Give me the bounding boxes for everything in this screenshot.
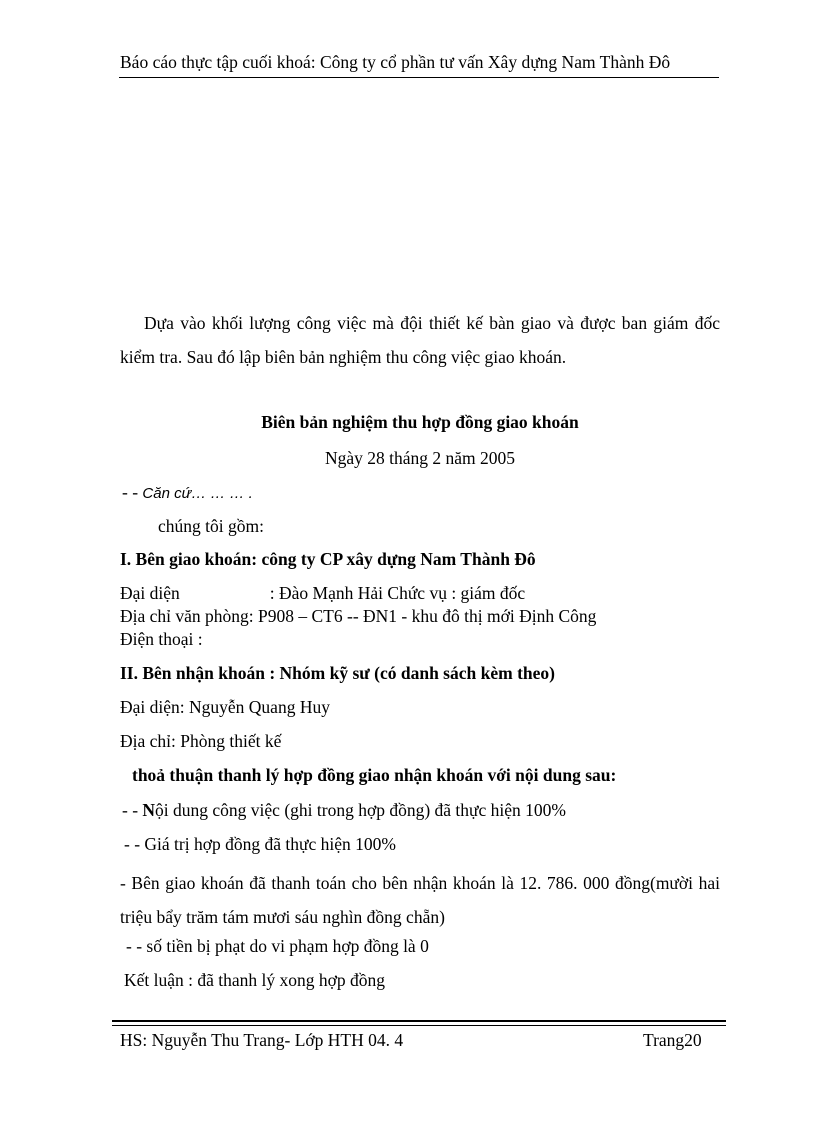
section1-phone: Điện thoại :	[120, 629, 203, 649]
can-cu-text: Căn cứ… … … .	[142, 485, 253, 502]
page-header-title: Báo cáo thực tập cuối khoá: Công ty cổ phần tư vấn Xây dựng Nam Thành Đô	[120, 52, 671, 72]
section1-title: I. Bên giao khoán: công ty CP xây dựng Nam Thành Đô	[120, 549, 536, 569]
item-penalty: - - số tiền bị phạt do vi phạm hợp đồng là 0	[126, 936, 429, 956]
agreement-heading: thoả thuận thanh lý hợp đồng giao nhận khoán với nội dung sau:	[132, 765, 617, 785]
chung-toi-gom: chúng tôi gồm:	[158, 516, 264, 536]
item-payment: - Bên giao khoán đã thanh toán cho bên nhận khoán là 12. 786. 000 đồng(mười hai triệu bẩy trăm tám mươi sáu nghìn đồng chẵn)	[120, 873, 720, 927]
item1-prefix: - -	[122, 800, 143, 820]
item-work-content	[122, 800, 566, 821]
section1-address: Địa chỉ văn phòng: P908 – CT6 -- ĐN1 - khu đô thị mới Định Công	[120, 606, 597, 626]
can-cu-line	[122, 482, 253, 503]
section2-title: II. Bên nhận khoán : Nhóm kỹ sư (có danh sách kèm theo)	[120, 663, 555, 683]
header-rule	[119, 77, 719, 78]
item1-rest: ội dung công việc (ghi trong hợp đồng) đã thực hiện 100%	[155, 800, 566, 820]
conclusion: Kết luận : đã thanh lý xong hợp đồng	[124, 970, 386, 990]
intro-paragraph: Dựa vào khối lượng công việc mà đội thiết kế bàn giao và được ban giám đốc kiểm tra. Sau đó lập biên bản nghiệm thu công việc giao khoán.	[120, 313, 720, 367]
can-cu-prefix: - -	[122, 482, 143, 502]
document-title: Biên bản nghiệm thu hợp đồng giao khoán	[261, 412, 579, 432]
item-contract-value: - - Giá trị hợp đồng đã thực hiện 100%	[124, 834, 396, 854]
s1-rep-label: Đại diện	[120, 583, 180, 603]
footer-rule-thick	[112, 1020, 726, 1022]
footer-student: HS: Nguyễn Thu Trang- Lớp HTH 04. 4	[120, 1030, 404, 1050]
item1-bold: N	[142, 800, 156, 820]
document-date: Ngày 28 tháng 2 năm 2005	[324, 448, 516, 468]
footer-page-number: Trang20	[643, 1030, 702, 1050]
section1-representative	[120, 583, 525, 604]
s1-rep-value: : Đào Mạnh Hải Chức vụ : giám đốc	[269, 583, 526, 603]
section2-address: Địa chỉ: Phòng thiết kế	[120, 731, 282, 751]
section2-representative: Đại diện: Nguyễn Quang Huy	[120, 697, 330, 717]
footer-rule-thin	[112, 1025, 726, 1026]
